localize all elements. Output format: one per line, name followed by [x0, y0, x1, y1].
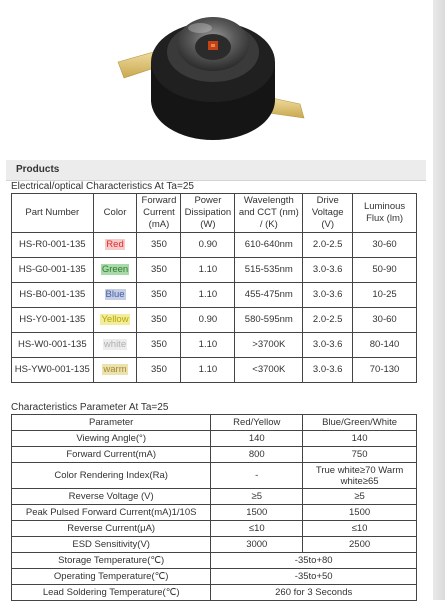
table2-header-row [12, 415, 417, 431]
blue-green-white-value-cell: 2500 [303, 537, 417, 553]
red-yellow-value-cell: 140 [211, 431, 303, 447]
wavelength-cell: 580-595nm [235, 308, 303, 333]
table1-header-cell: Luminous Flux (lm) [353, 194, 417, 233]
parameter-cell: Color Rendering Index(Ra) [12, 463, 211, 489]
products-section-header [6, 160, 426, 181]
power-dissipation-cell: 1.10 [181, 258, 235, 283]
parameter-cell: Peak Pulsed Forward Current(mA)1/10S [12, 505, 211, 521]
table2-row [12, 521, 417, 537]
page-scrollbar[interactable] [433, 0, 445, 600]
table2-row [12, 537, 417, 553]
table1-header-cell: Wavelength and CCT (nm) / (K) [235, 194, 303, 233]
table1-row [12, 258, 417, 283]
part-number-cell: HS-Y0-001-135 [12, 308, 94, 333]
forward-current-cell: 350 [137, 258, 181, 283]
color-swatch-label: white [103, 339, 127, 350]
luminous-flux-cell: 50-90 [353, 258, 417, 283]
part-number-cell: HS-R0-001-135 [12, 233, 94, 258]
table1-row [12, 308, 417, 333]
wavelength-cell: 610-640nm [235, 233, 303, 258]
wavelength-cell: >3700K [235, 333, 303, 358]
table1-header-row [12, 194, 417, 233]
parameter-cell: Lead Soldering Temperature(℃) [12, 585, 211, 601]
table2-row [12, 447, 417, 463]
table2-header-cell: Parameter [12, 415, 211, 431]
drive-voltage-cell: 2.0-2.5 [303, 308, 353, 333]
table2-row [12, 489, 417, 505]
table2-row [12, 553, 417, 569]
blue-green-white-value-cell: 750 [303, 447, 417, 463]
red-yellow-value-cell: 1500 [211, 505, 303, 521]
table1-row [12, 283, 417, 308]
shared-value-cell: -35to+80 [211, 553, 417, 569]
shared-value-cell: 260 for 3 Seconds [211, 585, 417, 601]
table2-row [12, 569, 417, 585]
red-yellow-value-cell: 800 [211, 447, 303, 463]
table1-caption: Electrical/optical Characteristics At Ta=25 [11, 181, 194, 192]
part-number-cell: HS-YW0-001-135 [12, 358, 94, 383]
forward-current-cell: 350 [137, 283, 181, 308]
blue-green-white-value-cell: True white≥70 Warm white≥65 [303, 463, 417, 489]
color-swatch-label: Yellow [101, 314, 129, 325]
parameter-cell: Operating Temperature(℃) [12, 569, 211, 585]
drive-voltage-cell: 2.0-2.5 [303, 233, 353, 258]
table1-row [12, 233, 417, 258]
characteristics-parameter-table [11, 414, 417, 601]
luminous-flux-cell: 70-130 [353, 358, 417, 383]
color-cell [93, 333, 137, 358]
wavelength-cell: 515-535nm [235, 258, 303, 283]
table1-header-cell: Drive Voltage (V) [303, 194, 353, 233]
part-number-cell: HS-W0-001-135 [12, 333, 94, 358]
electrical-optical-table [11, 193, 417, 383]
drive-voltage-cell: 3.0-3.6 [303, 358, 353, 383]
red-yellow-value-cell: 3000 [211, 537, 303, 553]
table1-header-cell: Part Number [12, 194, 94, 233]
color-cell [93, 283, 137, 308]
table1-header-cell: Power Dissipation (W) [181, 194, 235, 233]
luminous-flux-cell: 10-25 [353, 283, 417, 308]
color-swatch-label: Green [101, 264, 129, 275]
part-number-cell: HS-G0-001-135 [12, 258, 94, 283]
table2-header-cell: Red/Yellow [211, 415, 303, 431]
section-title: Products [16, 164, 60, 175]
parameter-cell: Reverse Current(μA) [12, 521, 211, 537]
table1-row [12, 333, 417, 358]
wavelength-cell: 455-475nm [235, 283, 303, 308]
red-yellow-value-cell: - [211, 463, 303, 489]
parameter-cell: ESD Sensitivity(V) [12, 537, 211, 553]
drive-voltage-cell: 3.0-3.6 [303, 258, 353, 283]
luminous-flux-cell: 30-60 [353, 233, 417, 258]
part-number-cell: HS-B0-001-135 [12, 283, 94, 308]
table2-header-cell: Blue/Green/White [303, 415, 417, 431]
wavelength-cell: <3700K [235, 358, 303, 383]
blue-green-white-value-cell: 1500 [303, 505, 417, 521]
table2-caption: Characteristics Parameter At Ta=25 [11, 402, 169, 413]
table2-row [12, 585, 417, 601]
red-yellow-value-cell: ≤10 [211, 521, 303, 537]
color-swatch-label: Red [106, 239, 124, 250]
blue-green-white-value-cell: 140 [303, 431, 417, 447]
table2-row [12, 505, 417, 521]
color-cell [93, 258, 137, 283]
luminous-flux-cell: 80-140 [353, 333, 417, 358]
parameter-cell: Forward Current(mA) [12, 447, 211, 463]
luminous-flux-cell: 30-60 [353, 308, 417, 333]
power-dissipation-cell: 1.10 [181, 283, 235, 308]
color-cell [93, 308, 137, 333]
parameter-cell: Reverse Voltage (V) [12, 489, 211, 505]
color-swatch-label: Blue [105, 289, 125, 300]
blue-green-white-value-cell: ≤10 [303, 521, 417, 537]
parameter-cell: Storage Temperature(℃) [12, 553, 211, 569]
table1-header-cell: Color [93, 194, 137, 233]
shared-value-cell: -35to+50 [211, 569, 417, 585]
color-cell [93, 358, 137, 383]
forward-current-cell: 350 [137, 358, 181, 383]
forward-current-cell: 350 [137, 308, 181, 333]
table1-row [12, 358, 417, 383]
blue-green-white-value-cell: ≥5 [303, 489, 417, 505]
color-swatch-label: warm [103, 364, 127, 375]
table1-header-cell: Forward Current (mA) [137, 194, 181, 233]
power-dissipation-cell: 1.10 [181, 333, 235, 358]
drive-voltage-cell: 3.0-3.6 [303, 333, 353, 358]
color-cell [93, 233, 137, 258]
power-dissipation-cell: 0.90 [181, 233, 235, 258]
drive-voltage-cell: 3.0-3.6 [303, 283, 353, 308]
table2-row [12, 463, 417, 489]
red-yellow-value-cell: ≥5 [211, 489, 303, 505]
table2-row [12, 431, 417, 447]
forward-current-cell: 350 [137, 233, 181, 258]
power-dissipation-cell: 1.10 [181, 358, 235, 383]
forward-current-cell: 350 [137, 333, 181, 358]
parameter-cell: Viewing Angle(°) [12, 431, 211, 447]
led-product-photo [0, 0, 445, 158]
power-dissipation-cell: 0.90 [181, 308, 235, 333]
